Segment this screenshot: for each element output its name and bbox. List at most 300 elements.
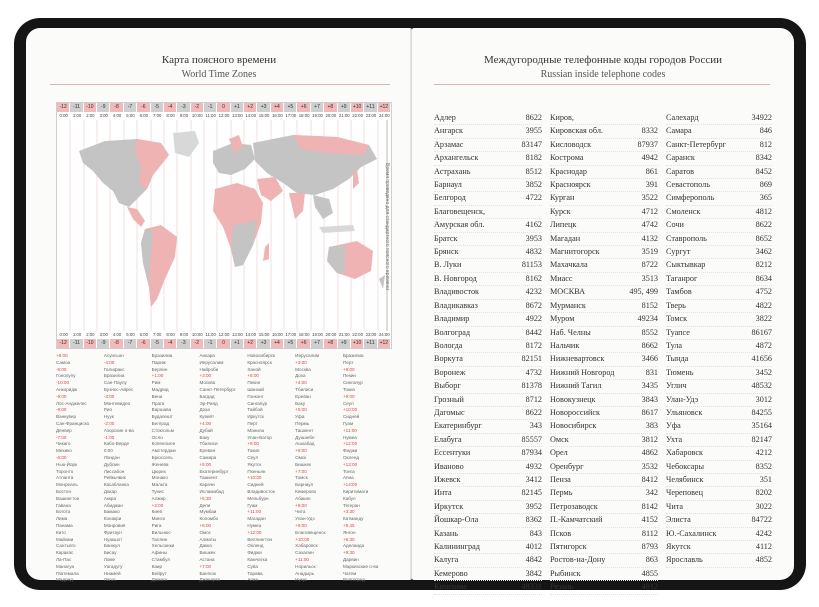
codes-column-3 [666,112,772,582]
city-name: Париж [151,359,166,365]
tz-offset-cell: +11 [364,103,377,112]
city-name: Братск [434,233,458,243]
dialing-code: 3812 [641,434,658,444]
tz-offset-cell: -1 [204,339,217,348]
city-name: Тамбов [666,287,692,297]
phone-code-row [666,179,772,192]
city-name: Нижний Новгород [550,367,615,377]
city-name: Рыбинск [550,568,581,578]
tz-offset-cell: +8 [324,103,337,112]
dialing-code: 3522 [641,193,658,203]
city-name: Банжул [103,543,120,549]
city-name: Абакан [295,495,311,501]
city-name: Нуук [103,414,114,420]
world-time-zone-map [56,102,392,349]
city-name: Сыктывкар [666,260,706,270]
phone-code-row [666,447,772,460]
utc-offset-label: +8:00 [247,373,259,379]
city-name: Улан-Удэ [295,516,315,522]
phone-code-row [550,528,658,541]
dialing-code: 3955 [525,126,542,136]
phone-code-row [550,233,658,246]
city-name: Томск [666,314,688,324]
city-name: Лима [56,516,68,522]
city-name: Манагуа [56,563,75,569]
dialing-code: 4872 [755,340,772,350]
time-cell: 19:00 [312,113,323,118]
city-name: Омск [295,454,307,460]
tz-offset-cell: +12 [378,103,391,112]
utc-offset-label: +11:00 [342,427,357,433]
city-name: Берлин [151,366,168,372]
time-cell: 15:00 [258,332,270,337]
time-cell: 4:00 [112,332,122,337]
phone-code-row [434,568,542,581]
city-name: Бангкок [199,570,216,576]
dialing-code: 4132 [641,233,658,243]
phone-code-row [666,219,772,232]
city-name: Бамако [103,509,120,515]
phone-code-row [550,139,658,152]
city-name: Мадрид [151,386,169,392]
city-name: Пекин [342,373,356,379]
dialing-code: 4752 [755,287,772,297]
phone-code-row [550,300,658,313]
dialing-code [538,206,542,218]
city-name: Гонконг [247,393,264,399]
left-page [26,28,412,583]
city-name: Сидней [247,482,264,488]
tz-offset-cell: +10 [351,339,364,348]
dialing-code: 34922 [751,113,772,122]
city-name: Якутск [247,461,262,467]
city-name: Найроби [199,366,219,372]
dialing-code: 3452 [755,367,772,377]
tz-offset-cell: +5 [284,103,297,112]
city-name: Киритимати [342,488,369,494]
city-name: Дубай [199,427,213,433]
map-title: Карта поясного времени [161,54,277,66]
time-cell: 11:00 [205,113,216,118]
dialing-code: 391 [645,180,658,190]
utc-offset-label: +11:00 [247,509,262,515]
utc-offset-label: -1:00 [103,434,115,440]
phone-code-row [666,420,772,433]
phone-code-row [550,313,658,326]
city-name: Конакри [103,516,122,522]
phone-code-row [550,447,658,460]
dialing-code: 8512 [525,166,542,176]
dialing-code: 4012 [525,542,542,551]
phone-code-row [666,259,772,272]
city-time-list [56,353,390,583]
phone-code-row [434,152,542,165]
dialing-code: 4742 [641,220,658,230]
city-name: Муром [550,314,575,324]
city-name: Каракас [56,550,74,556]
utc-offset-label: +9:00 [295,522,307,528]
city-name: Сингапур [247,400,268,406]
city-name: Ханой [247,366,261,372]
utc-offset-label: +9:30 [342,550,355,556]
phone-code-row [666,501,772,514]
city-name: Йошкар-Ола [434,515,479,525]
utc-offset-label: -2:00 [103,420,115,426]
city-name: Хабаровск [666,448,703,458]
city-name: Барнаул [295,482,314,488]
city-name: Баку [295,400,306,406]
time-cell: 23:00 [365,332,377,337]
city-name: Дамаск [151,577,168,583]
city-name: Улан-Удэ [666,394,699,404]
city-name: Пермь [295,420,310,426]
city-name: Коломбо [199,516,219,522]
dialing-code: 8142 [641,501,658,511]
phone-code-row [434,528,542,541]
time-cell: 3:00 [99,332,108,337]
city-name: Перт [247,420,258,426]
city-name: Тарава [247,570,263,576]
dialing-code: 4212 [755,448,772,458]
tz-offset-cell: 0 [217,103,230,112]
utc-offset-label: +10:00 [247,475,262,481]
utc-offset-label: +4:00 [199,420,212,426]
time-cell: 20:00 [325,332,337,337]
city-name: Панама [56,522,73,528]
dialing-code: 84722 [751,515,772,525]
dialing-code: 869 [759,180,772,190]
utc-offset-label: +10:00 [295,536,310,542]
city-name: В. Луки [434,260,462,270]
city-name: Калуга [434,555,459,565]
tz-offset-cell: -8 [110,103,123,112]
phone-code-row [434,112,542,125]
phone-code-row [550,581,658,594]
phone-code-row [550,568,658,581]
city-name: Вашингтон [56,495,80,501]
city-name: П.-Камчатский [550,515,603,525]
city-name: Янгон [342,529,356,535]
dialing-code: 82147 [751,434,772,444]
city-name: Бразилиа [342,353,364,358]
greenland [173,131,199,157]
phone-code-row [550,407,658,420]
city-name: Чита [666,501,684,511]
utc-offset-label: +6:00 [199,522,212,528]
city-name: Воркута [434,354,463,364]
phone-code-row [434,139,542,152]
phone-code-row [434,206,542,219]
dialing-code: 3435 [641,381,658,391]
city-name: Душанбе [295,434,315,440]
city-name: Нукус [295,577,308,583]
city-name: Мальта [151,482,168,488]
time-cell: 6:00 [139,113,149,118]
continents [79,131,385,307]
dialing-code: 84255 [751,407,772,417]
city-name: Дакка [199,543,212,549]
utc-offset-label: -8:00 [56,407,67,413]
dialing-code: 4232 [525,287,542,297]
city-name: Ангарск [434,126,463,136]
city-name: Омск [550,434,569,444]
dialing-code: 4242 [755,528,772,538]
dialing-code: 8722 [641,260,658,270]
phone-code-row [434,313,542,326]
dialing-code: 8672 [525,300,542,310]
city-name: Якутск [666,542,691,551]
phone-code-row [666,233,772,246]
city-name: Нуакшот [103,536,123,542]
city-name: Киев [151,509,162,515]
map-subtitle: World Time Zones [181,69,257,80]
tz-offset-cell: +4 [271,339,284,348]
title-rule [434,84,770,85]
dialing-code: 4862 [641,448,658,458]
utc-offset-label: +6:00 [295,448,307,454]
city-name: Иркутск [247,414,264,420]
dialing-code: 8112 [641,528,658,538]
dialing-code: 4912 [641,582,658,592]
tz-offset-cell: -4 [164,103,177,112]
tz-offset-cell: +6 [297,339,310,348]
city-name: Ессентуки [434,448,471,458]
city-name: Москва [199,380,216,386]
city-name: Краснодар [550,166,587,176]
city-name: Махачкала [550,260,588,270]
city-name: Тверь [666,300,686,310]
dialing-code: 4712 [641,206,658,216]
city-name: Гуам [342,420,354,426]
time-cell: 3:00 [99,113,108,118]
city-name: Ереван [199,448,216,454]
phone-code-row [666,112,772,125]
city-name: Ванкувер [56,414,77,420]
city-name: Салехард [666,113,699,122]
city-name: Тайбэй [247,407,263,413]
phone-code-row [434,474,542,487]
city-name: Москва [295,366,311,372]
city-name: Белград [151,420,170,426]
tz-offset-cell: -3 [177,103,190,112]
phone-code-row [434,353,542,366]
city-name: Иерусалим [295,353,320,358]
dialing-code: 812 [759,139,772,149]
time-cell: 21:00 [338,113,350,118]
dialing-code: 3843 [641,394,658,404]
phone-code-row [550,327,658,340]
tz-offset-cell: +5 [284,339,297,348]
city-name: Аккра [103,495,117,501]
city-name: Ижевск [434,474,461,484]
phone-code-row [434,166,542,179]
dialing-code: 86167 [751,327,772,337]
city-name: Дели [199,502,211,508]
city-name: Волгоград [342,577,365,583]
tz-offset-cell: +9 [338,339,351,348]
city-name: Кировская обл. [550,126,603,136]
dialing-code: 8617 [641,407,658,417]
city-name: Лиссабон [103,468,125,474]
dialing-code: 83147 [521,139,542,149]
dialing-code: 8452 [755,166,772,176]
city-name: Шанхай [247,386,264,392]
dialing-code: 81153 [521,260,542,270]
phone-code-row [434,420,542,433]
city-name: Курск [550,206,571,216]
dialing-code: 4832 [525,247,542,257]
dialing-code: 3953 [525,233,542,243]
city-name: Афины [151,550,167,556]
city-name: Манила [247,427,265,433]
utc-offset-label: +13:00 [342,461,358,467]
dialing-code: 4152 [641,515,658,525]
dialing-code: 8712 [525,394,542,404]
city-name: Кемерово [295,488,317,494]
city-name: Киров, [550,113,574,122]
dialing-code: 8182 [525,153,542,163]
city-name: Сургут [666,247,691,257]
city-name: Цюрих [151,468,166,474]
time-cell: 18:00 [298,332,310,337]
city-name: Адлер [434,113,456,122]
city-name: Исламабад [199,488,224,494]
city-name: Рига [151,522,162,528]
city-name: Вена [151,393,163,399]
time-row-bottom [57,331,391,339]
city-name: Лос-Анджелес [56,400,87,406]
city-name: Хабаровск [295,543,318,549]
phone-code-row [434,259,542,272]
tz-offset-cell: +3 [257,103,270,112]
phone-code-row [550,394,658,407]
city-name: Анкоридж [56,386,78,392]
phone-code-row [550,152,658,165]
tz-offset-cell: -12 [57,103,70,112]
city-name: Екатеринбург [199,468,229,474]
phone-code-row [666,300,772,313]
phone-code-row [550,273,658,286]
city-name: Копенгаген [151,441,176,447]
city-name: Монтевидео [103,400,131,406]
phone-code-row [666,380,772,393]
city-name: Астрахань [434,166,471,176]
city-name: Таганрог [666,273,698,283]
dialing-code: 8202 [755,488,772,498]
city-name: Ю.-Сахалинск [666,528,717,538]
city-name: Монровия [103,522,126,528]
phone-code-row [550,380,658,393]
city-name: Петрозаводск [550,501,598,511]
dialing-code: 87937 [637,139,658,149]
time-cell: 9:00 [179,332,189,337]
city-name: Токио [342,386,356,392]
city-name: Тюмень [666,367,694,377]
city-name: Абиджан [103,502,123,508]
city-name: Фиджи [247,550,262,556]
city-name: Елабуга [434,434,462,444]
city-name: Окленд [342,454,360,460]
city-name: Уфа [666,421,681,431]
dialing-code: 8412 [641,474,658,484]
dialing-code: 3022 [755,501,772,511]
city-name: Касабланка [103,482,129,488]
tz-offset-cell: -1 [204,103,217,112]
city-name: Инта [434,488,452,498]
utc-offset-label: +12:00 [342,441,358,447]
dialing-code: 4112 [755,542,772,551]
city-name: Апиа [342,475,354,481]
city-name: Иркутск [434,501,464,511]
city-name: Амстердам [151,448,176,454]
city-name: Владивосток [434,287,480,297]
utc-offset-label: +8:00 [295,502,307,508]
planner-cover [14,18,806,590]
city-name: Ставрополь [666,233,707,243]
phone-code-row [434,581,542,594]
dialing-code: 8212 [755,260,772,270]
phone-code-row [666,554,772,567]
city-name: Астана [199,556,215,562]
city-name: Стокгольм [151,427,174,433]
time-cell: 24:00 [378,113,390,118]
phone-code-row [666,152,772,165]
dialing-code: 81378 [521,381,542,391]
dialing-code: 3412 [525,474,542,484]
phone-code-row [550,125,658,138]
phone-code-row [666,206,772,219]
dialing-code: 8162 [525,273,542,283]
city-name: Чатем [342,570,357,576]
city-name: Чита [295,509,306,515]
utc-offset-label: +8:00 [56,353,68,358]
city-name: Санкт-Петербург [666,139,726,149]
dialing-code: 85557 [521,434,542,444]
city-name: Бостон [56,488,72,494]
city-column [295,353,342,583]
city-name: Тегеран [342,502,360,508]
city-name: Арзамас [434,139,464,149]
time-cell: 8:00 [166,113,175,118]
phone-code-row [666,434,772,447]
phone-code-row [550,474,658,487]
tz-offset-row-bottom [57,339,391,348]
time-cell: 11:00 [205,332,216,337]
city-name: Ульяновск [666,407,703,417]
city-column [199,353,246,583]
dialing-code: 8352 [755,461,772,471]
city-column [342,353,390,583]
phone-code-row [434,219,542,232]
dialing-code: 365 [759,193,772,203]
phone-code-row [666,125,772,138]
city-name: Бразилиа [151,353,173,358]
utc-offset-label: +4:00 [295,380,307,386]
tz-offset-cell: +7 [311,339,324,348]
africa-south [231,221,257,267]
city-name: Перт [342,359,354,365]
phone-code-row [666,192,772,205]
phone-code-row [666,487,772,500]
city-name: Архангельск [434,153,479,163]
city-name: Чикаго [56,441,71,447]
dialing-code: 4852 [755,555,772,565]
city-name: Джакарта [199,577,220,583]
city-name: Новосибирск [247,353,276,358]
city-name: Сан-Франциско [56,420,90,426]
tz-offset-cell: +6 [297,103,310,112]
tz-offset-cell: -7 [124,339,137,348]
